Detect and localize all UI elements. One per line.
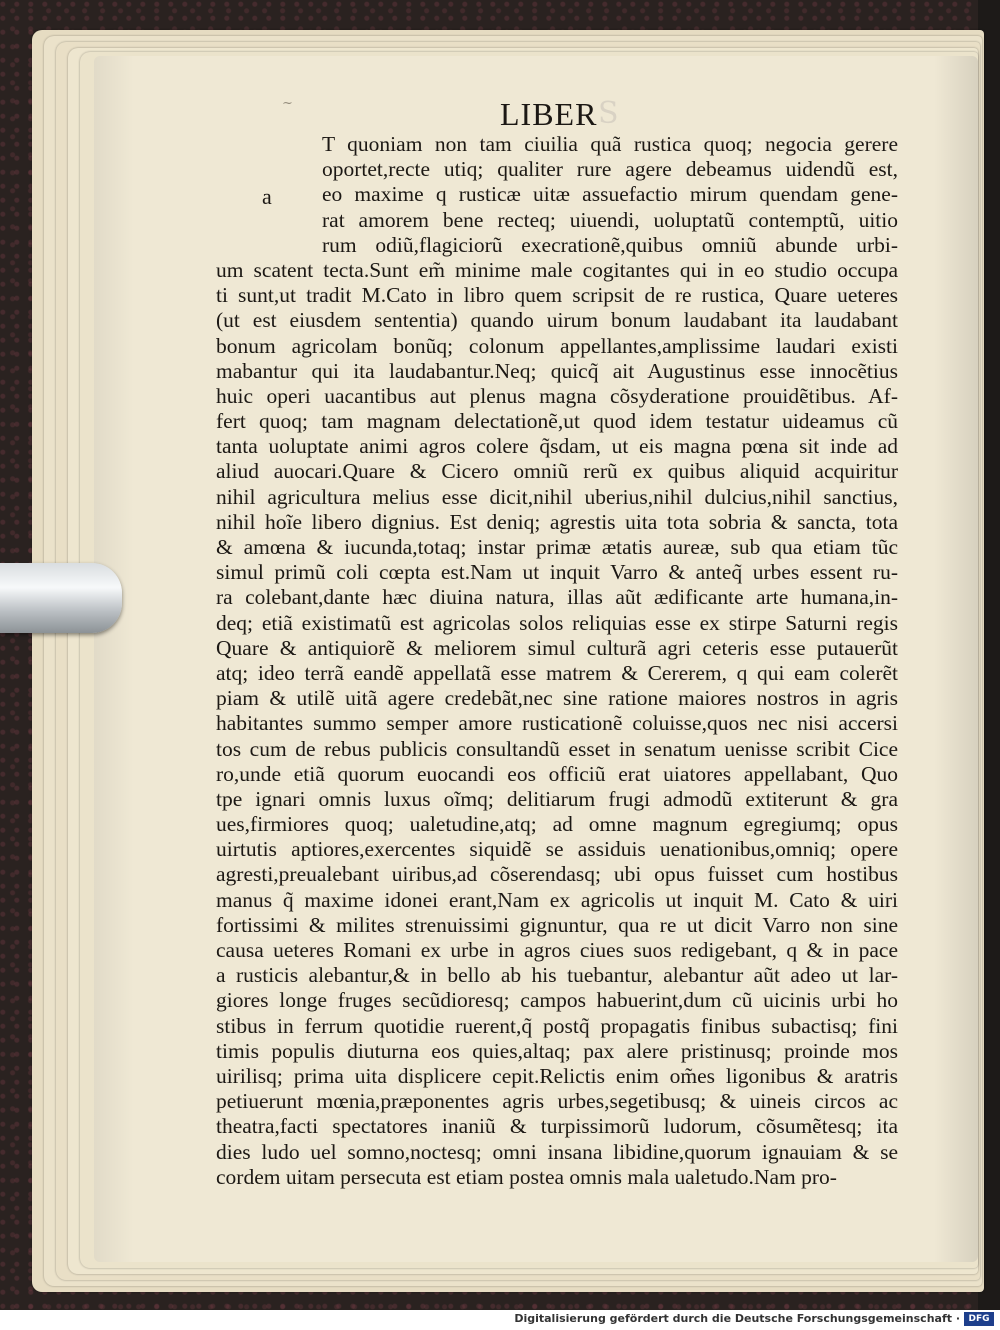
- text-line: deq; etiã existimatũ est agricolas solos reliquias esse ex stirpe Saturni regis: [216, 610, 898, 635]
- text-line: rum odiũ,flagiciorũ execrationẽ,quibus omniũ abunde urbi-: [322, 232, 898, 257]
- text-line: ues,firmiores quoq; ualetudine,atq; ad omne magnum egregiumq; opus: [216, 812, 898, 837]
- text-line: a rusticis alebantur,& in bello ab his tuebantur, alebantur aũt adeo ut lar-: [216, 963, 898, 988]
- text-line: fortissimi & milites strenuissimi gignuntur, qua re ut dicit Varro non sine: [216, 912, 898, 937]
- text-line: aliud auocari.Quare & Cicero omniũ rerũ ex quibus aliquid acquiritur: [216, 459, 898, 484]
- text-line: T quoniam non tam ciuilia quã rustica quoq; negocia gerere: [322, 132, 898, 156]
- text-line: Quare & antiquiorẽ & meliorem simul culturã agri ceteris esse putauerũt: [216, 635, 898, 660]
- text-line: rat amorem bene recteq; uiuendi, uoluptatũ contemptũ, uitio: [322, 207, 898, 232]
- text-line: simul primũ coli cœpta est.Nam ut inquit Varro & anteq̃ urbes essent ru-: [216, 560, 898, 585]
- body-text: [216, 132, 898, 1190]
- text-line: dies ludo uel somno,noctesq; omni insana libidine,quorum ignauiam & se: [216, 1139, 898, 1164]
- text-line: ra colebant,dante hæc diuina natura, illas aũt ædificante arte humana,in-: [216, 585, 898, 610]
- dfg-logo[interactable]: DFG: [964, 1312, 994, 1326]
- text-line: oportet,recte utiq; qualiter rure agere debeamus uidendũ est,: [322, 157, 898, 182]
- text-line: nihil hoĩe libero dignius. Est deniq; agrestis uita tota sobria & sancta, tota: [216, 509, 898, 534]
- text-line: & amœna & iucunda,totaq; instar primæ ætatis aureæ, sub qua etiam tũc: [216, 535, 898, 559]
- text-line: agresti,preualebant uiribus,ad cõserendasq; ubi opus fuisset cum hostibus: [216, 862, 898, 887]
- corner-mark: ~: [282, 96, 293, 111]
- text-line: timis populis diuturna eos quies,altaq; pax alere pristinusq; proinde mos: [216, 1038, 898, 1063]
- text-line: tanta uoluptate animi agros colere q̃sdam, ut eis magna pœna sit inde ad: [216, 434, 898, 459]
- text-line: nihil agricultura melius esse dicit,nihil uberius,nihil dulcius,nihil sanctius,: [216, 484, 898, 509]
- text-line: manus q̃ maxime idonei erant,Nam ex agricolis ut inquit M. Cato & uiri: [216, 887, 898, 912]
- text-line: stibus in ferrum quotidie ruerent,q̃ postq̃ propagatis finibus subactisq; fini: [216, 1013, 898, 1038]
- text-line: (ut est eiusdem sententia) quando uirum bonum laudabant ita laudabant: [216, 308, 898, 333]
- text-line: bonum agricolam bonũq; colonum appellantes,amplissime laudari existi: [216, 333, 898, 358]
- text-line: atq; ideo terrã eandẽ appellatã esse matrem & Cererem, q qui eam colerẽt: [216, 660, 898, 685]
- running-head: LIBER: [500, 96, 598, 132]
- text-line: um scatent tecta.Sunt em̃ minime male cogitantes qui in eo studio occupa: [216, 257, 898, 282]
- text-line: uirilisq; prima uita displicere cepit.Relictis enim om̃es ligonibus & aratris: [216, 1063, 898, 1088]
- text-line: causa ueteres Romani ex urbe in agros ciues suos redigebant, q & in pace: [216, 938, 898, 962]
- text-line: uirtutis aptiores,exercentes siquidẽ se assiduis uenationibus,omniq; opere: [216, 837, 898, 862]
- marginal-letter: a: [262, 184, 272, 209]
- text-line: piam & utilẽ uitã agere credebãt,nec sine ratione maiores nostros in agris: [216, 686, 898, 711]
- text-line: fert quoq; tam magnam delectationẽ,ut quod idem testatur uideamus cũ: [216, 409, 898, 434]
- text-line: mabantur qui ita laudabantur.Neq; quicq̃ ait Augustinus esse innocẽtius: [216, 358, 898, 383]
- text-line: ro,unde etiã quorum euocandi eos officiũ erat uiatores appellabant, Quo: [216, 761, 898, 786]
- text-line: giores longe fruges secũdioresq; campos habuerint,dum cũ uicinis urbi ho: [216, 988, 898, 1013]
- text-line: tos cum de rebus publicis consultandũ esset in senatum uenisse scribit Cice: [216, 736, 898, 761]
- text-line: theatra,facti spectatores inaniũ & turpissimorũ ludorum, cõsumẽtesq; ita: [216, 1114, 898, 1139]
- text-line: eo maxime q rusticæ uitæ assuefactio mirum quendam gene-: [322, 182, 898, 207]
- bleed-through-shadow: S: [598, 96, 621, 131]
- text-line: huic operi uacantibus aut plenus magna cõsyderatione prouidẽtibus. Af-: [216, 383, 898, 408]
- text-line: petiuerunt mœnia,præponentes agris urbes,segetibusq; & uineis circos ac: [216, 1089, 898, 1114]
- page-clamp: [0, 563, 122, 633]
- text-line: tpe ignari omnis luxus oĩmq; delitiarum frugi admodũ extiterunt & gra: [216, 786, 898, 811]
- text-line: habitantes summo semper amore rusticationẽ coluisse,quos nec nisi accersi: [216, 711, 898, 736]
- text-line: ti sunt,ut tradit M.Cato in libro quem scripsit de re rustica, Quare ueteres: [216, 283, 898, 308]
- text-line: cordem uitam persecuta est etiam postea omnis mala ualetudo.Nam pro-: [216, 1164, 837, 1189]
- funding-credit: Digitalisierung gefördert durch die Deutsche Forschungsgemeinschaft ·: [514, 1312, 960, 1325]
